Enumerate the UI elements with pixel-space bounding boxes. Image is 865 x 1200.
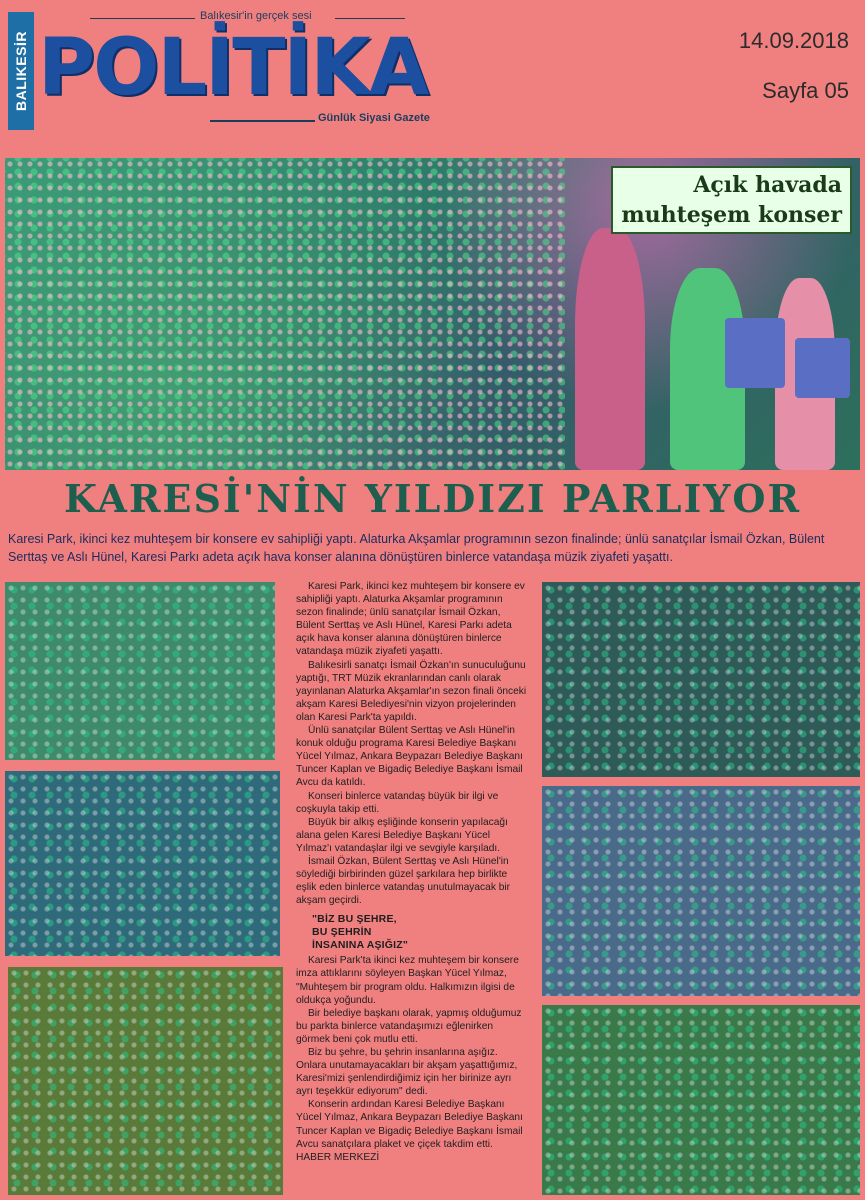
hero-crowd bbox=[5, 158, 565, 470]
masthead-subtitle: Günlük Siyasi Gazete bbox=[318, 112, 430, 124]
photo-audience bbox=[542, 1005, 860, 1195]
article-paragraph: İsmail Özkan, Bülent Serttaş ve Aslı Hünel'in söylediği birbirinden güzel şarkılara hep birlikte eşlik eden binlerce vatandaş unutulmayacak bir akşam geçirdi. bbox=[296, 855, 511, 907]
subhead-line: "BİZ BU ŞEHRE, bbox=[312, 913, 397, 926]
article-paragraph: Biz bu şehre, bu şehrin insanlarına aşığız. Onlara unutamayacakları bir akşam yaşattığımız, Karesi'mizi şenlendirdiğimiz için her birinize ayrı ayrı teşekkür ediyorum" dedi. bbox=[296, 1047, 518, 1098]
hero-title-line1: Açık havada bbox=[693, 172, 842, 198]
photo-performers bbox=[8, 967, 283, 1195]
article-paragraph: Konserin ardından Karesi Belediye Başkanı Yücel Yılmaz, Ankara Beypazarı Belediye Başkanı Tuncer Kaplan ve Bigadiç Belediye Başkanı İsmail Avcu sanatçılara plaket ve çiçek takdim etti. HABER MERKEZİ bbox=[296, 1099, 523, 1163]
article-paragraph: Bir belediye başkanı olarak, yapmış olduğumuz bu parkta binlerce vatandaşımızı eğlenirken görmek beni çok mutlu etti. bbox=[296, 1007, 522, 1045]
flag-icon bbox=[725, 318, 785, 388]
photo-stage-left bbox=[5, 582, 275, 760]
article-paragraph: Karesi Park'ta ikinci kez muhteşem bir konsere imza attıklarını söyleyen Başkan Yücel Yılmaz, "Muhteşem bir program oldu. Halkımızın ilgisi de oldukça yoğundu. bbox=[296, 955, 519, 1006]
hero-photo bbox=[5, 158, 860, 470]
photo-crowd-flags bbox=[5, 771, 280, 956]
article-subhead bbox=[312, 913, 528, 952]
headline: KARESİ'NİN YILDIZI PARLIYOR bbox=[63, 476, 802, 521]
masthead-side-label: BALIKESİR bbox=[8, 12, 34, 130]
logo-underline bbox=[210, 120, 315, 122]
subhead-line: BU ŞEHRİN bbox=[312, 926, 372, 939]
masthead bbox=[0, 0, 865, 150]
photo-ceremony bbox=[542, 582, 860, 777]
photo-officials bbox=[542, 786, 860, 996]
article-paragraph: Karesi Park, ikinci kez muhteşem bir konsere ev sahipliği yaptı. Alaturka Akşamlar programının sezon finalinde; ünlü sanatçılar İsmail Özkan, Bülent Serttaş ve Aslı Hünel, Karesi Parkı adeta açık hava konser alanına dönüştüren binlerce vatandaşa müzik ziyafeti yaşattı. bbox=[296, 581, 525, 658]
subhead-line: İNSANINA AŞIĞIZ" bbox=[312, 939, 409, 952]
newspaper-logo: POLİTİKA bbox=[38, 23, 428, 113]
article-body bbox=[296, 580, 528, 1164]
article-paragraph: Konseri binlerce vatandaş büyük bir ilgi ve coşkuyla takip etti. bbox=[296, 790, 499, 815]
article-paragraph: Büyük bir alkış eşliğinde konserin yapılacağı alana gelen Karesi Belediye Başkanı Yücel Yılmaz'ı vatandaşlar ilgi ve sevgiyle karşıladı. bbox=[296, 816, 508, 854]
performer-left bbox=[575, 228, 645, 470]
issue-date: 14.09.2018 bbox=[738, 28, 849, 53]
page-number: Sayfa 05 bbox=[762, 78, 849, 103]
article-paragraph: Balıkesirli sanatçı İsmail Özkan'ın sunuculuğunu yaptığı, TRT Müzik ekranlarından canlı olarak yayınlanan Alaturka Akşamlar'ın sezon finali önceki akşam Karesi Belediyesi'nin vizyon projelerinden olan Karesi Park'ta yapıldı. bbox=[296, 659, 527, 723]
flag-icon bbox=[795, 338, 850, 398]
masthead-slogan: Balıkesir'in gerçek sesi bbox=[200, 10, 312, 22]
article-paragraph: Ünlü sanatçılar Bülent Serttaş ve Aslı Hünel'in konuk olduğu programa Karesi Belediye Başkanı Yücel Yılmaz, Ankara Beypazarı Belediye Başkanı Tuncer Kaplan ve Bigadiç Belediye Başkanı İsmail Avcu da katıldı. bbox=[296, 725, 523, 789]
lead-paragraph: Karesi Park, ikinci kez muhteşem bir konsere ev sahipliği yaptı. Alaturka Akşamlar programının sezon finalinde; ünlü sanatçılar İsmail Özkan, Bülent Serttaş ve Aslı Hünel, Karesi Parkı adeta açık hava konser alanına dönüştüren binlerce vatandaşa müzik ziyafeti yaşattı. bbox=[8, 532, 825, 564]
hero-title-box bbox=[611, 166, 852, 234]
hero-title-line2: muhteşem konser bbox=[621, 202, 842, 228]
